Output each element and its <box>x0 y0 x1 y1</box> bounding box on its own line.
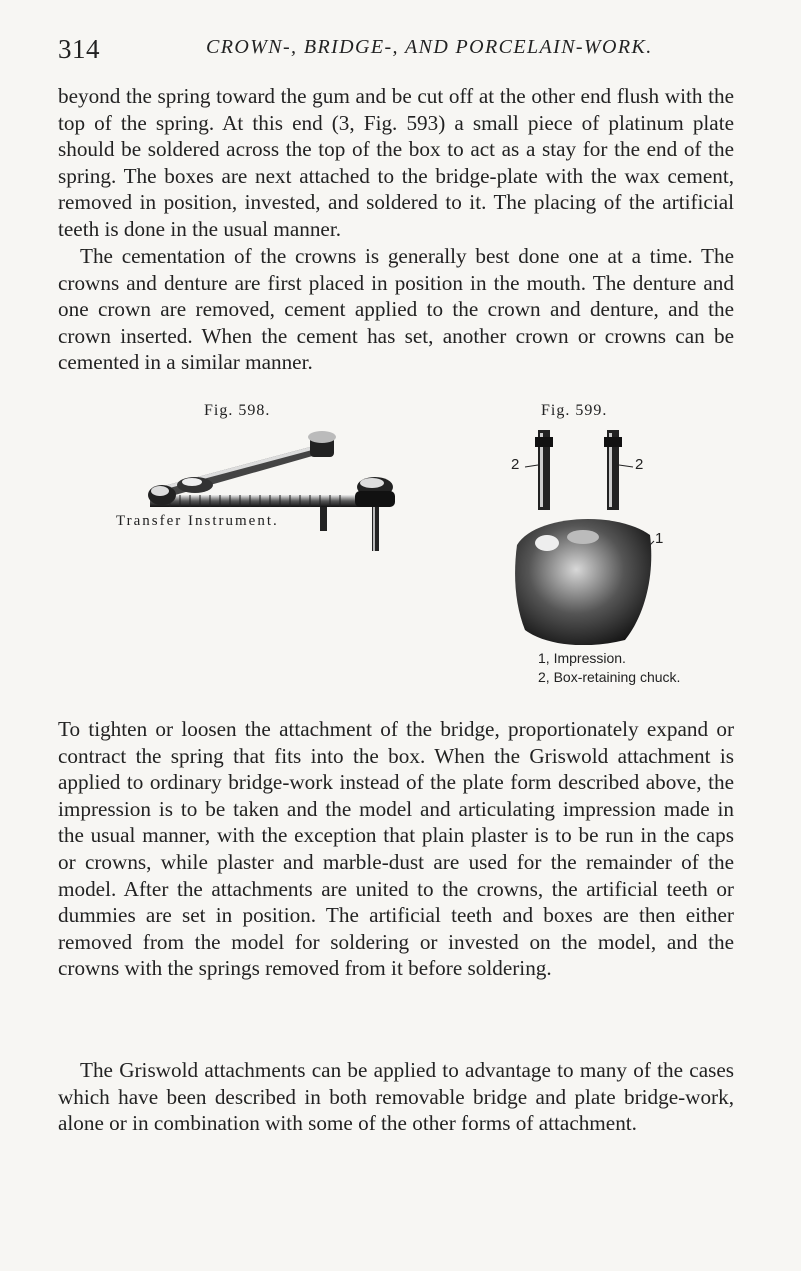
figure-598-caption: Transfer Instrument. <box>116 513 279 529</box>
figure-599-marker-left: 2 <box>511 456 520 473</box>
page-number: 314 <box>58 34 100 64</box>
figure-599-box-retaining-chuck-illustration <box>505 425 675 645</box>
figure-599-marker-impression: 1 <box>655 530 664 547</box>
figure-599-legend-item-1: 1, Impression. <box>538 650 626 666</box>
figure-598-transfer-instrument-illustration <box>140 425 400 555</box>
paragraph-4: The Griswold attachments can be applied to advantage to many of the cases which have been described in both removable bridge and plate bridge-work, alone or in combination with some of the other forms of attachment. <box>58 1058 734 1136</box>
running-head: CROWN-, BRIDGE-, AND PORCELAIN-WORK. <box>206 36 653 58</box>
paragraph-1: beyond the spring toward the gum and be cut off at the other end flush with the top of the spring. At this end (3, Fig. 593) a small piece of platinum plate should be soldered across the top of the box to act as a stay for the end of the spring. The boxes are next attached to the bridge-plate with the wax cement, removed in position, invested, and soldered to it. The placing of the artificial teeth is done in the usual manner. <box>58 84 734 241</box>
page-header <box>58 32 748 72</box>
figure-599-legend-item-2: 2, Box-retaining chuck. <box>538 669 681 685</box>
figure-599-marker-right: 2 <box>635 456 644 473</box>
paragraph-2: The cementation of the crowns is generally best done one at a time. The crowns and denture are first placed in position in the mouth. The denture and one crown are removed, cement applied to the crown and denture, and the crown inserted. When the cement has set, another crown or crowns can be cemented in a similar manner. <box>58 244 734 375</box>
figure-599-label: Fig. 599. <box>541 402 608 419</box>
figure-598-label: Fig. 598. <box>204 402 271 419</box>
paragraph-3: To tighten or loosen the attachment of the bridge, proportionately expand or contract the spring that fits into the box. When the Griswold attachment is applied to ordinary bridge-work instead of the plate form described above, the impression is to be taken and the model and articulating impression made in the usual manner, with the exception that plain plaster is to be run in the caps or crowns, while plaster and marble-dust are used for the remainder of the model. After the attachments are united to the crowns, the artificial teeth or dummies are set in position. The artificial teeth and boxes are then either removed from the model for soldering or invested on the model, and the crowns with the springs removed from it before soldering. <box>58 717 734 981</box>
